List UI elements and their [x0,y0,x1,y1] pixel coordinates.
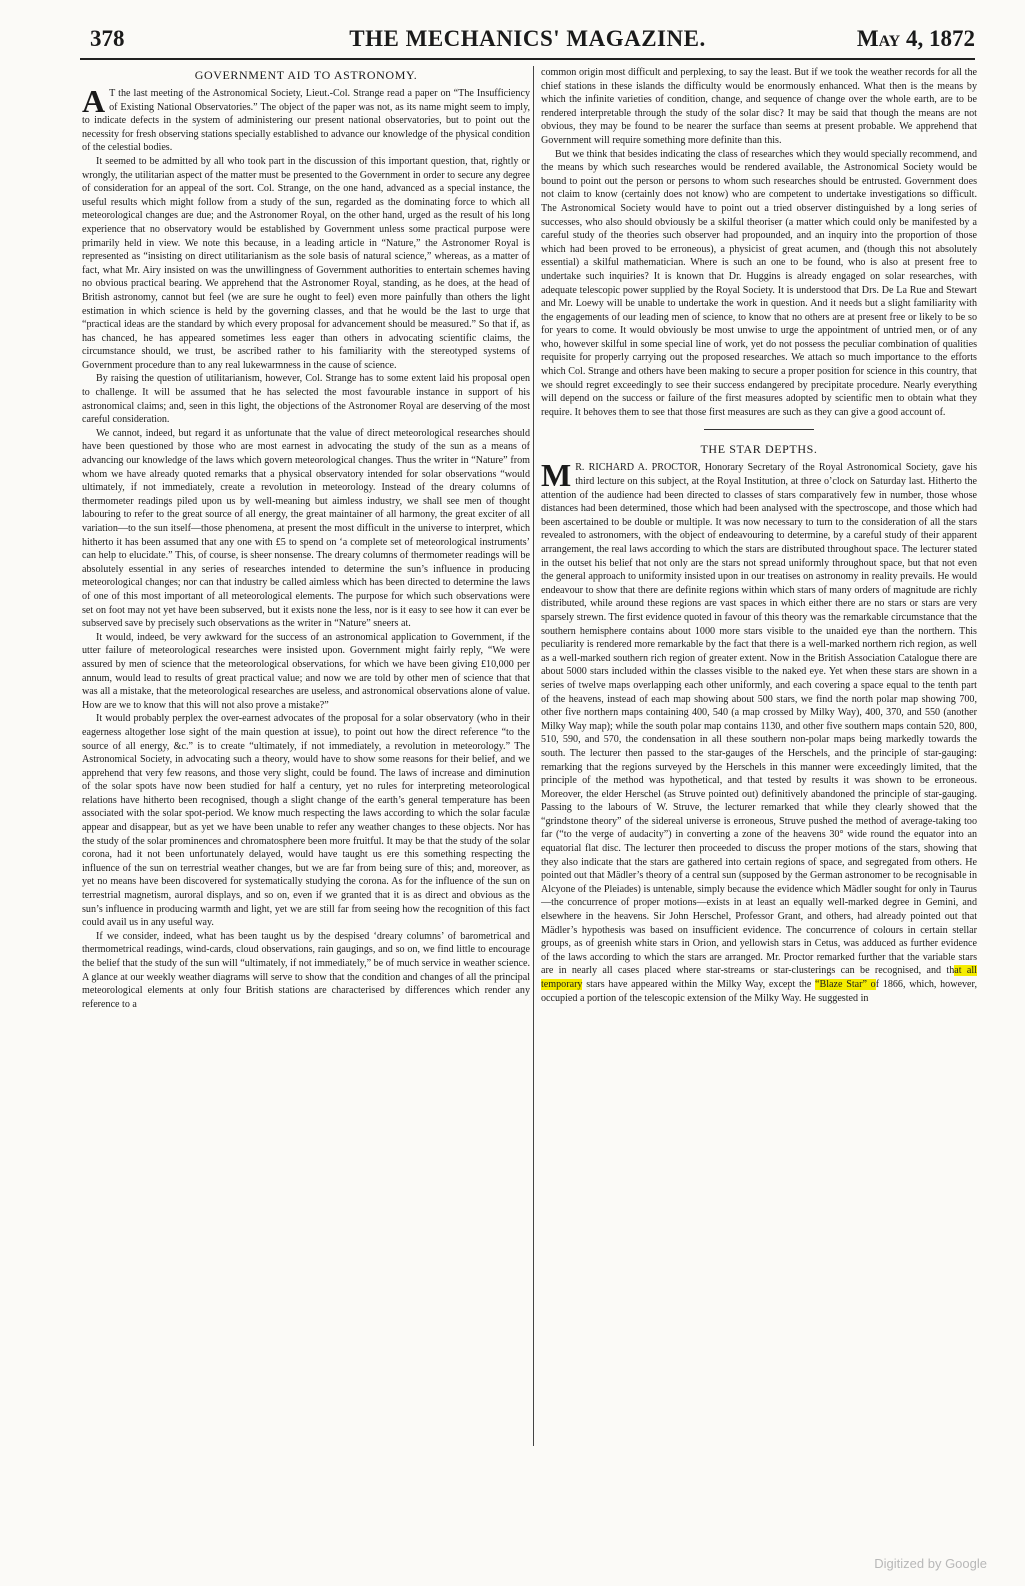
header-rule [80,58,975,60]
paragraph-text: R. RICHARD A. PROCTOR, Honorary Secretary of the Royal Astronomical Society, gave his third lecture on this subject, at the Royal Institution, at three o’clock on Saturday last. Hitherto the attention of the audience had been directed to classes of stars comparatively few in number, those whose distances had been determined, those which had been analysed with the spectroscope, and those which had been ascertained to be double or multiple. It was now necessary to turn to the consideration of all the stars revealed to astronomers, with the object of endeavouring to determine, by a careful study of their apparent arrangement, the real laws according to which the stars are distributed throughout space. The lecturer stated in the outset his belief that not only are the stars not spread uniformly throughout space, but that not even the general approach to uniformity insisted upon in our treatises on astronomy in reality prevails. He would endeavour to show that there are definite regions within which stars of many orders of magnitude are richly distributed, while around these regions are vast spaces in which either there are no stars or stars are very sparsely strewn. The first evidence quoted in favour of this theory was the remarkable circumstance that the southern hemisphere contains about 1000 more stars visible to the unaided eye than the northern. This peculiarity is rendered more remarkable by the fact that there is a well-marked northern rich region, as well as a well-marked southern rich region of greater extent. Now in the British Association Catalogue there are about 5000 stars included within the classes visible to the naked eye. Yet when these stars are shown in a series of twelve maps overlapping each other uniformly, and each covering a space equal to the tenth part of the heavens, instead of each map showing about 500 stars, we find the north polar map showing 700, other five northern maps containing 400, 540 (a map crossed by Milky Way), 400, 370, and 550 (another Milky Way map); while the south polar map contains 1130, and other five southern maps contain 520, 800, 510, 590, and 570, the condensation in all these southern non-polar maps being markedly towards the south. The lecturer then passed to the star-gauges of the Herschels, and the principle of star-gauging: remarking that the regions surveyed by the Herschels in this manner were exceedingly limited, that the principle of the method was hypothetical, and that tested by results it was shown to be erroneous. Moreover, the elder Herschel (as Struve pointed out) definitively abandoned the principle of star-gauging. Passing to the labours of W. Struve, the lecturer remarked that while they clearly showed that the “grindstone theory” of the sidereal universe is erroneous, Struve pushed the method of average-taking too far (“to the verge of audacity”) in converting a zone of the heavens 30° wide round the equator into an equatorial flat disc. The lecturer then proceeded to discuss the proper motions of the stars, showing that they also indicate that the stars are gathered into certain regions of space, and segregated from others. He pointed out that Mädler’s theory of a central sun (supposed by the German astronomer to be recognisable in Alcyone of the Pleiades) is untenable, simply because the evidence which Mädler sought for only in Taurus—the concurrence of proper motions—exists in at least an equally well-marked degree in Gemini, and elsewhere in the heavens. Sir John Herschel, Professor Grant, and others, had already pointed out that Mädler’s hypothesis was based on insufficient evidence. The concurrence of colours in certain stellar groups, as of greenish white stars in Orion, and yellowish stars in Cetus, was adduced as further evidence of the laws according to which the stars are arranged. Mr. Proctor remarked further that the variable stars are in nearly all cases placed where star-streams or star-clusterings can be recognised, and th [541,462,977,977]
paragraph-text: T the last meeting of the Astronomical Society, Lieut.-Col. Strange read a paper on “The Insufficiency of Existing National Observatories.” The object of the paper was not, as its name might seem to imply, to indicate defects in the system of administering our present national observatories, but to point out the necessity for fresh observing stations specially established to advance our knowledge of the physical condition of the celestial bodies. [82,88,530,154]
article-title-star-depths: THE STAR DEPTHS. [700,442,818,457]
issue-date: May 4, 1872 [856,26,975,51]
column-divider [533,66,534,1446]
paragraph-text: f 1866, which, however, occupied a portion of the telescopic extension of the Milky Way. He suggested in [541,979,977,1004]
highlighted-text: at all temporary [541,965,977,990]
drop-cap: M [541,457,572,494]
article-paragraph: It seemed to be admitted by all who took part in the discussion of this important question, that, rightly or wrongly, the utilitarian aspect of the matter must be presented to the Government in order to secure any degree of consideration for an appeal of the sort. Col. Strange, on the one hand, advanced as a special instance, the useful results which might follow from a study of the sun, regarded as the dominating force to which all meteorological changes are due; and the Astronomer Royal, on the other hand, urged as the result of his long experience that no observatory would be established by Government unless some practical purpose were primarily held in view. We note this because, in a leading article in “Nature,” the Astronomer Royal is represented as “insisting on direct utilitarianism as the sole basis of natural science,” whereas, as a matter of fact, what Mr. Airy insisted on was the unwillingness of Government authorities to entertain schemes having no obvious practical bearing. We apprehend that the Astronomer Royal, standing, as he does, at the head of British astronomy, cannot but feel (we are sure he ought to feel) even more painfully than others the light estimation in which science is held by the governing classes, and that he would be the last to urge that “practical ideas are the standard by which every proposal for advancement should be measured.” So that if, as has chanced, he has appeared sometimes less eager than others in advocating scientific claims, the circumstance should, we trust, be ascribed rather to his familiarity with the stereotyped systems of Government procedure than to any real lukewarmness in the cause of science. [82,155,530,371]
paragraph-text: stars have appeared within the Milky Way, except the [582,979,816,990]
article-paragraph: common origin most difficult and perplexing, to say the least. But if we took the weather records for all the chief stations in these islands the difficulty would be enormously enhanced. What then is the means by which the infinite varieties of condition, change, and sequence of change over the whole earth, are to be rendered interpretable through the study of the solar disc? It may be said that though the means are not obvious, they may be found to be nearer the surface than seems at present probable. We apprehend that Government will require something more definite than this. [541,67,977,146]
highlighted-text: “Blaze Star” o [815,979,876,990]
page-number: 378 [90,26,125,51]
article-paragraph: It would probably perplex the over-earnest advocates of the proposal for a solar observatory (who in their eagerness altogether lose sight of the main question at issue), to point out how the direct reference “to the source of all energy, &c.” is to create “ultimately, if not immediately, a revolution in meteorology.” The Astronomical Society, in advocating such a theory, would have to show some reasons for their belief, and we apprehend that very few reasons, and those very slight, could be found. The laws of increase and diminution of the solar spots have now been studied for half a century, yet no rules for interpreting meteorological relations have hitherto been recognised, though a slight change of the earth’s general temperature has been associated with the solar spot-period. We know much respecting the laws according to which the solar faculæ appear and disappear, but as yet we have been unable to refer any weather changes to these objects. Nor has the study of the solar prominences and chromatosphere been more fruitful. It may be that the study of the solar corona, had it not been unfortunately delayed, would have taught us ere this something respecting the influence of the sun on terrestrial weather changes, but we are far from being sure of this; and, moreover, as yet no means have been discovered for systematically studying the corona. As for the influence of the sun on terrestrial magnetism, auroral displays, and so on, even if we granted that it is as direct and obvious as the sun’s influence in producing warmth and light, yet we are still far from seeing how the recognition of this fact could avail us in any useful way. [82,713,530,929]
article-paragraph [82,83,530,155]
article-paragraph: It would, indeed, be very awkward for the success of an astronomical application to Government, if the utter failure of meteorological researches were insisted upon. Government might fairly reply, “We were assured by men of science that the meteorological observations, for which we have been giving £10,000 per annum, would lead to results of great practical value; and now we are told by other men of science that that was all a mistake, that the meteorological researches are useless, and astronomical observations alone of value. How are we to know that this will not also prove a mistake?” [82,631,530,711]
article-paragraph [541,457,977,1005]
article-separator [704,429,814,430]
drop-cap: A [82,83,106,119]
left-column [82,66,530,1460]
digitized-watermark: Digitized by Google [874,1556,987,1571]
article-paragraph: We cannot, indeed, but regard it as unfortunate that the value of direct meteorological researches should have been questioned by those who are most earnest in advocating the study of the sun as a means of advancing our knowledge of the laws which govern meteorological changes. Thus the writer in “Nature” from whom we have already quoted remarks that a physical observatory intended for solar observations “would ultimately, if not immediately, create a revolution in meteorology. Instead of the dreary columns of thermometer readings piled upon us by well-meaning but aimless industry, we shall see men of thought labouring to refer to the great source of all energy, the great maintainer of all harmony, the great exciter of all variation—to the sun itself—those phenomena, at present the most difficult in the universe to interpret, which hitherto it has been assumed that any one with £5 to spend on ‘a complete set of meteorological instruments’ can help to elucidate.” This, of course, is sheer nonsense. The dreary columns of thermometer readings will be absolutely essential in any series of researches intended to determine the sun’s influence in producing meteorological changes; nor can that industry be called aimless which has been directed to determine the laws of one of this most important of all meteorological elements. The purpose for which such observations were set on foot may not yet have been subserved, but it exists none the less, nor is it easy to see how it can ever be subserved save by precisely such observations as the writer in “Nature” sneers at. [82,427,530,630]
magazine-title: THE MECHANICS' MAGAZINE. [349,26,706,51]
article-paragraph: By raising the question of utilitarianism, however, Col. Strange has to some extent laid his proposal open to challenge. It will be assumed that he has selected the most favourable instance in support of his astronomical claims; and, seen in this light, the objections of the Astronomer Royal are deserving of the most careful consideration. [82,373,530,426]
right-column [541,66,977,1460]
page-header [80,26,975,56]
article-paragraph: If we consider, indeed, what has been taught us by the despised ‘dreary columns’ of barometrical and thermometrical readings, wind-cards, cloud observations, rain gaugings, and so on, we find little to encourage the belief that the study of the sun will “ultimately, if not immediately,” be of much service in weather science. A glance at our weekly weather diagrams will serve to show that the condition and changes of all the principal meteorological elements at only four British stations are characterised by differences which render any reference to a [82,930,530,1010]
article-paragraph: But we think that besides indicating the class of researches which they would specially recommend, and the means by which such researches would be rendered available, the Astronomical Society would be bound to point out the person or persons to whom such researches should be entrusted. Government does not claim to know (certainly does not know) who are competent to undertake investigations so difficult. The Astronomical Society would have to point out a tried observer distinguished by a long series of successes, who also should obviously be a skilful theoriser (a matter which could only be manifested by a careful study of the theories such observer had propounded, and an inquiry into the proportion of those which had been proved to be erroneous), a physicist of great acumen, and (though this not absolutely essential) a skilful mathematician. Where is such an one to be found, who is also at present free to undertake such inquiries? It is known that Dr. Huggins is already engaged on solar researches, with adequate telescopic power supplied by the Royal Society. It is understood that Drs. De La Rue and Stewart and Mr. Loewy will be unable to undertake the work in question. And it needs but a slight familiarity with the engagements of our leading men of science, to know that no others are at present free or likely to be so for years to come. It would obviously be most unwise to urge the appointment of untried men, or of any who, however skilful in some special line of work, yet do not possess the peculiar combination of qualities requisite for properly carrying out the proposed researches. We attach so much importance to the efforts which Col. Strange and others have been making to secure a proper position for science in this country, that we should regret exceedingly to see their success endangered by precipitate procedure. Nearly everything will depend on the success or failure of the first measures adopted by scientific men to obtain what they require. It behoves them to see that those first measures are such as they can give a good account of. [541,148,977,418]
article-title-government-aid: GOVERNMENT AID TO ASTRONOMY. [194,68,418,82]
